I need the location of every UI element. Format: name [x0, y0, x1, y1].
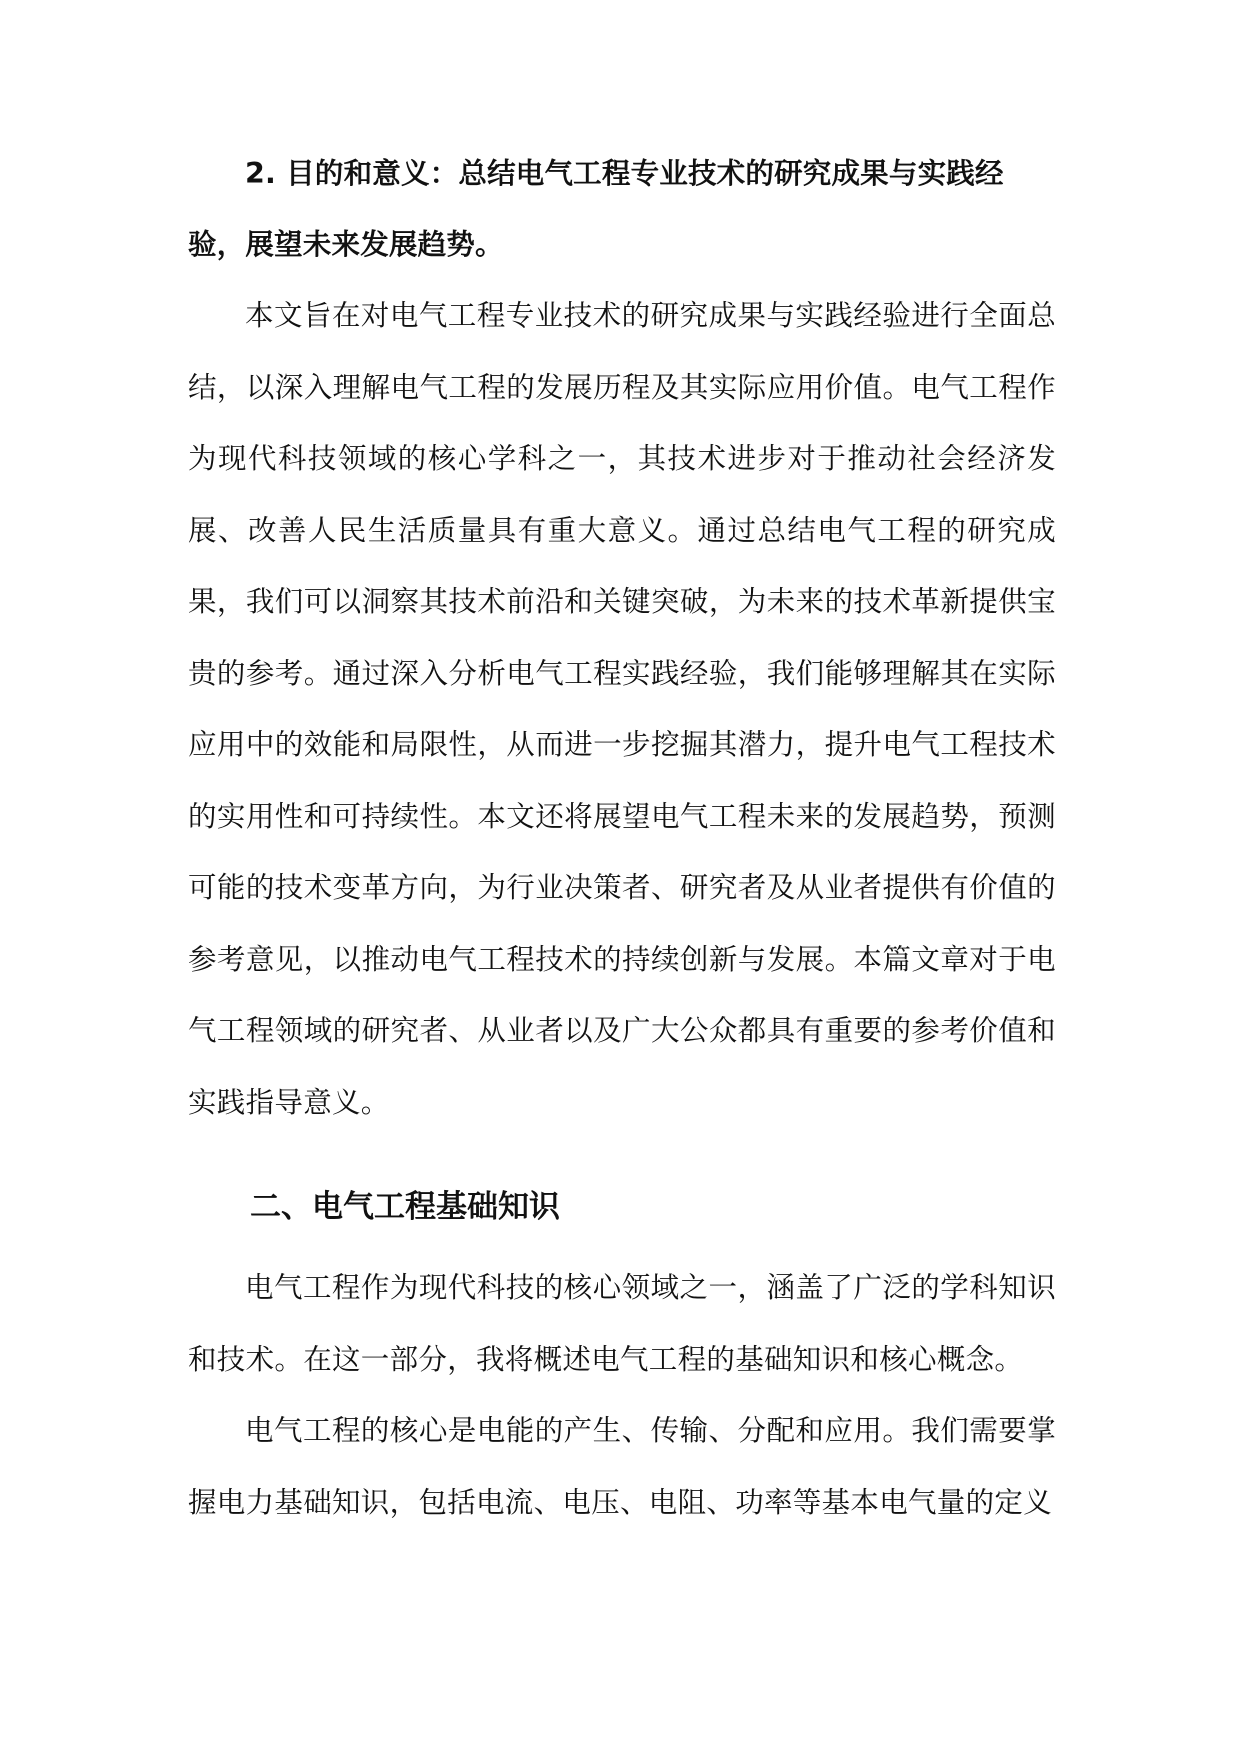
paragraph-core-concepts: 电气工程的核心是电能的产生、传输、分配和应用。我们需要掌握电力基础知识，包括电流、电压、电阻、功率等基本电气量的定义	[188, 1414, 1056, 1519]
paragraph-summary: 本文旨在对电气工程专业技术的研究成果与实践经验进行全面总结，以深入理解电气工程的发展历程及其实际应用价值。电气工程作为现代科技领域的核心学科之一，其技术进步对于推动社会经济发展、改善人民生活质量具有重大意义。通过总结电气工程的研究成果，我们可以洞察其技术前沿和关键突破，为未来的技术革新提供宝贵的参考。通过深入分析电气工程实践经验，我们能够理解其在实际应用中的效能和局限性，从而进一步挖掘其潜力，提升电气工程技术的实用性和可持续性。本文还将展望电气工程未来的发展趋势，预测可能的技术变革方向，为行业决策者、研究者及从业者提供有价值的参考意见，以推动电气工程技术的持续创新与发展。本篇文章对于电气工程领域的研究者、从业者以及广大公众都具有重要的参考价值和实践指导意义。	[188, 299, 1056, 1119]
section-heading-basics: 二、电气工程基础知识	[250, 1189, 560, 1225]
paragraph-intro-basics: 电气工程作为现代科技的核心领域之一，涵盖了广泛的学科知识和技术。在这一部分，我将概述电气工程的基础知识和核心概念。	[188, 1271, 1056, 1376]
subheading-purpose: 2. 目的和意义：总结电气工程专业技术的研究成果与实践经验，展望未来发展趋势。	[188, 157, 1004, 261]
